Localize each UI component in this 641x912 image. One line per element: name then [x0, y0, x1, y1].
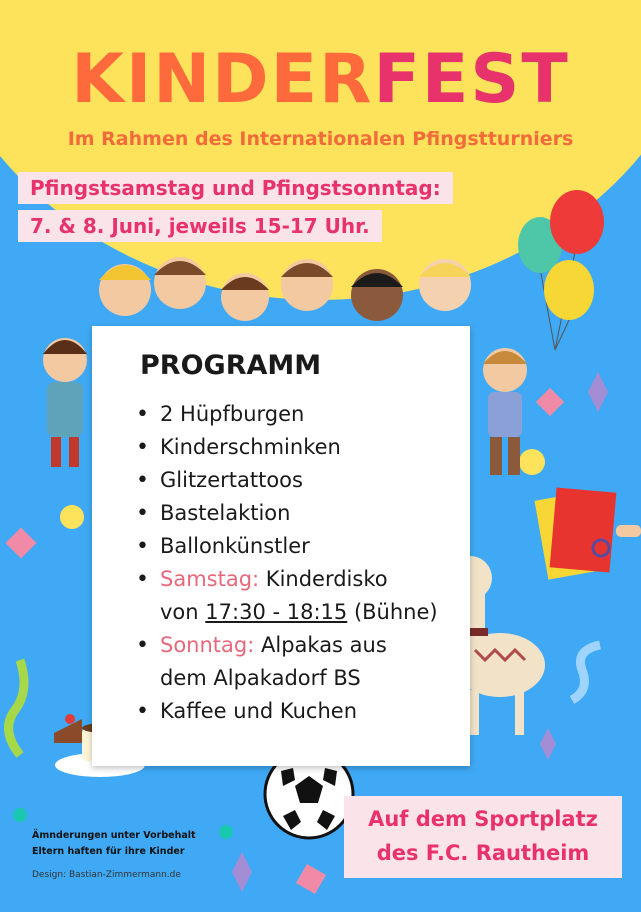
- venue-box: [344, 796, 622, 878]
- saturday-label: Samstag:: [160, 567, 260, 591]
- program-panel: [92, 326, 470, 766]
- program-item-sunday: [136, 629, 438, 662]
- program-heading: PROGRAMM: [140, 350, 322, 381]
- sunday-text: Alpakas aus: [261, 633, 387, 657]
- footnote-changes: Ämnderungen unter Vorbehalt: [32, 830, 196, 841]
- confetti-squiggle: [9, 660, 24, 755]
- saturday-text: Kinderdisko: [265, 567, 388, 591]
- saturday-place: (Bühne): [353, 600, 438, 624]
- page-title: [0, 40, 641, 119]
- program-item: • Kaffee und Kuchen: [136, 695, 438, 728]
- balloons-illustration: [515, 190, 615, 360]
- sunday-label: Sonntag:: [160, 633, 255, 657]
- program-item: • 2 Hüpfburgen: [136, 398, 438, 431]
- confetti-squiggle: [572, 645, 600, 700]
- program-item: • Kinderschminken: [136, 431, 438, 464]
- children-illustration: [85, 245, 485, 335]
- venue-line-2: des F.C. Rautheim: [376, 841, 590, 865]
- confetti-dot: [219, 825, 233, 839]
- footnote-parents: Eltern haften für ihre Kinder: [32, 846, 185, 857]
- confetti-square: [5, 527, 36, 558]
- program-item: • Ballonkünstler: [136, 530, 438, 563]
- confetti-diamond: [232, 852, 252, 892]
- confetti-dot: [13, 808, 27, 822]
- saturday-prefix: von: [160, 600, 199, 624]
- program-item: • Glitzertattoos: [136, 464, 438, 497]
- title-fest: FEST: [373, 40, 570, 119]
- confetti-diamond: [588, 372, 608, 412]
- venue-line-1: Auf dem Sportplatz: [368, 807, 598, 831]
- date-line-1: Pfingstsamstag und Pfingstsonntag:: [18, 172, 453, 204]
- confetti-square: [296, 864, 326, 894]
- title-kinder: KINDER: [71, 40, 374, 119]
- confetti-square: [536, 388, 564, 416]
- date-line-2: 7. & 8. Juni, jeweils 15-17 Uhr.: [18, 210, 382, 242]
- program-item: • Bastelaktion: [136, 497, 438, 530]
- sunday-text-line2: dem Alpakadorf BS: [160, 666, 361, 690]
- design-credit: Design: Bastian-Zimmermann.de: [32, 870, 181, 880]
- saturday-time-line: [136, 596, 438, 629]
- confetti-dot: [60, 505, 84, 529]
- subtitle: Im Rahmen des Internationalen Pfingstturniers: [67, 128, 574, 150]
- boy-illustration: [460, 340, 540, 480]
- program-item-saturday: [136, 563, 438, 596]
- saturday-time: 17:30 - 18:15: [205, 600, 348, 624]
- program-list: [136, 398, 438, 728]
